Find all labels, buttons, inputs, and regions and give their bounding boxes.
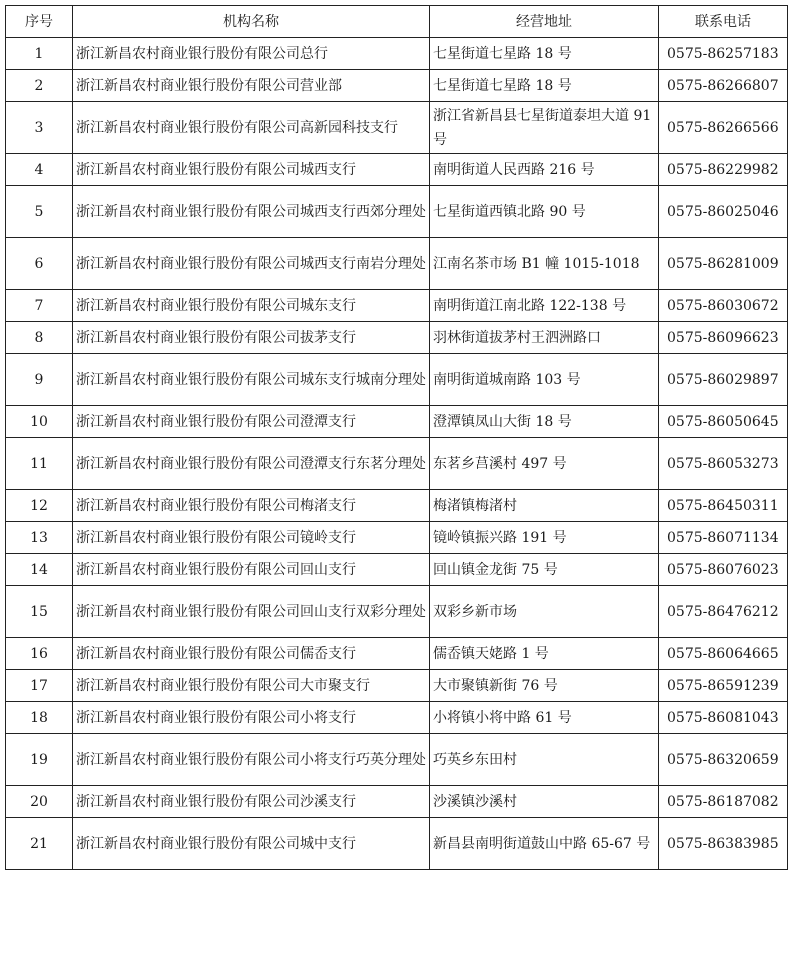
institution-name: 浙江新昌农村商业银行股份有限公司城西支行西郊分理处 (73, 186, 430, 238)
address: 南明街道江南北路 122-138 号 (430, 290, 659, 322)
institution-name: 浙江新昌农村商业银行股份有限公司城东支行 (73, 290, 430, 322)
table-row (6, 354, 788, 406)
institution-name: 浙江新昌农村商业银行股份有限公司沙溪支行 (73, 786, 430, 818)
phone-number: 0575-86071134 (659, 522, 788, 554)
institution-name: 浙江新昌农村商业银行股份有限公司澄潭支行 (73, 406, 430, 438)
table-row (6, 734, 788, 786)
table-row (6, 554, 788, 586)
institution-name: 浙江新昌农村商业银行股份有限公司镜岭支行 (73, 522, 430, 554)
institution-name: 浙江新昌农村商业银行股份有限公司澄潭支行东茗分理处 (73, 438, 430, 490)
table-body (6, 38, 788, 870)
institution-name: 浙江新昌农村商业银行股份有限公司大市聚支行 (73, 670, 430, 702)
row-number: 15 (6, 586, 73, 638)
address: 大市聚镇新街 76 号 (430, 670, 659, 702)
phone-number: 0575-86029897 (659, 354, 788, 406)
address: 澄潭镇凤山大街 18 号 (430, 406, 659, 438)
institution-name: 浙江新昌农村商业银行股份有限公司回山支行 (73, 554, 430, 586)
row-number: 6 (6, 238, 73, 290)
row-number: 10 (6, 406, 73, 438)
institution-name: 浙江新昌农村商业银行股份有限公司城中支行 (73, 818, 430, 870)
address: 儒岙镇天姥路 1 号 (430, 638, 659, 670)
phone-number: 0575-86476212 (659, 586, 788, 638)
address: 羽林街道拔茅村王泗洲路口 (430, 322, 659, 354)
address: 巧英乡东田村 (430, 734, 659, 786)
row-number: 13 (6, 522, 73, 554)
row-number: 12 (6, 490, 73, 522)
address: 南明街道人民西路 216 号 (430, 154, 659, 186)
phone-number: 0575-86450311 (659, 490, 788, 522)
branch-table (5, 5, 788, 870)
institution-name: 浙江新昌农村商业银行股份有限公司营业部 (73, 70, 430, 102)
phone-number: 0575-86281009 (659, 238, 788, 290)
table-row (6, 102, 788, 154)
phone-number: 0575-86076023 (659, 554, 788, 586)
institution-name: 浙江新昌农村商业银行股份有限公司城西支行南岩分理处 (73, 238, 430, 290)
address: 回山镇金龙街 75 号 (430, 554, 659, 586)
table-row (6, 638, 788, 670)
address: 七星街道七星路 18 号 (430, 38, 659, 70)
institution-name: 浙江新昌农村商业银行股份有限公司小将支行巧英分理处 (73, 734, 430, 786)
table-row (6, 70, 788, 102)
institution-name: 浙江新昌农村商业银行股份有限公司城东支行城南分理处 (73, 354, 430, 406)
row-number: 11 (6, 438, 73, 490)
table-row (6, 786, 788, 818)
row-number: 7 (6, 290, 73, 322)
table-row (6, 702, 788, 734)
row-number: 20 (6, 786, 73, 818)
table-row (6, 238, 788, 290)
table-row (6, 290, 788, 322)
address: 七星街道七星路 18 号 (430, 70, 659, 102)
institution-name: 浙江新昌农村商业银行股份有限公司小将支行 (73, 702, 430, 734)
phone-number: 0575-86096623 (659, 322, 788, 354)
phone-number: 0575-86064665 (659, 638, 788, 670)
phone-number: 0575-86591239 (659, 670, 788, 702)
institution-name: 浙江新昌农村商业银行股份有限公司梅渚支行 (73, 490, 430, 522)
institution-name: 浙江新昌农村商业银行股份有限公司城西支行 (73, 154, 430, 186)
table-row (6, 406, 788, 438)
table-row (6, 438, 788, 490)
table-row (6, 586, 788, 638)
table-header-row (6, 6, 788, 38)
address: 小将镇小将中路 61 号 (430, 702, 659, 734)
row-number: 21 (6, 818, 73, 870)
row-number: 18 (6, 702, 73, 734)
address: 江南名茶市场 B1 幢 1015-1018 (430, 238, 659, 290)
table-row (6, 818, 788, 870)
header-number: 序号 (6, 6, 73, 38)
table-row (6, 322, 788, 354)
phone-number: 0575-86266807 (659, 70, 788, 102)
address: 七星街道西镇北路 90 号 (430, 186, 659, 238)
address: 浙江省新昌县七星街道泰坦大道 91 号 (430, 102, 659, 154)
row-number: 19 (6, 734, 73, 786)
address: 梅渚镇梅渚村 (430, 490, 659, 522)
table-row (6, 490, 788, 522)
table-row (6, 522, 788, 554)
phone-number: 0575-86320659 (659, 734, 788, 786)
phone-number: 0575-86081043 (659, 702, 788, 734)
row-number: 3 (6, 102, 73, 154)
phone-number: 0575-86030672 (659, 290, 788, 322)
address: 新昌县南明街道鼓山中路 65-67 号 (430, 818, 659, 870)
phone-number: 0575-86187082 (659, 786, 788, 818)
address: 东茗乡莒溪村 497 号 (430, 438, 659, 490)
institution-name: 浙江新昌农村商业银行股份有限公司回山支行双彩分理处 (73, 586, 430, 638)
institution-name: 浙江新昌农村商业银行股份有限公司高新园科技支行 (73, 102, 430, 154)
phone-number: 0575-86383985 (659, 818, 788, 870)
institution-name: 浙江新昌农村商业银行股份有限公司总行 (73, 38, 430, 70)
row-number: 17 (6, 670, 73, 702)
table-row (6, 186, 788, 238)
table-row (6, 38, 788, 70)
header-institution-name: 机构名称 (73, 6, 430, 38)
row-number: 2 (6, 70, 73, 102)
phone-number: 0575-86053273 (659, 438, 788, 490)
header-address: 经营地址 (430, 6, 659, 38)
row-number: 14 (6, 554, 73, 586)
row-number: 16 (6, 638, 73, 670)
table-row (6, 670, 788, 702)
header-phone: 联系电话 (659, 6, 788, 38)
phone-number: 0575-86025046 (659, 186, 788, 238)
row-number: 9 (6, 354, 73, 406)
address: 双彩乡新市场 (430, 586, 659, 638)
institution-name: 浙江新昌农村商业银行股份有限公司拔茅支行 (73, 322, 430, 354)
address: 镜岭镇振兴路 191 号 (430, 522, 659, 554)
phone-number: 0575-86229982 (659, 154, 788, 186)
row-number: 8 (6, 322, 73, 354)
institution-name: 浙江新昌农村商业银行股份有限公司儒岙支行 (73, 638, 430, 670)
address: 沙溪镇沙溪村 (430, 786, 659, 818)
table-row (6, 154, 788, 186)
phone-number: 0575-86266566 (659, 102, 788, 154)
row-number: 1 (6, 38, 73, 70)
row-number: 5 (6, 186, 73, 238)
phone-number: 0575-86050645 (659, 406, 788, 438)
row-number: 4 (6, 154, 73, 186)
address: 南明街道城南路 103 号 (430, 354, 659, 406)
phone-number: 0575-86257183 (659, 38, 788, 70)
